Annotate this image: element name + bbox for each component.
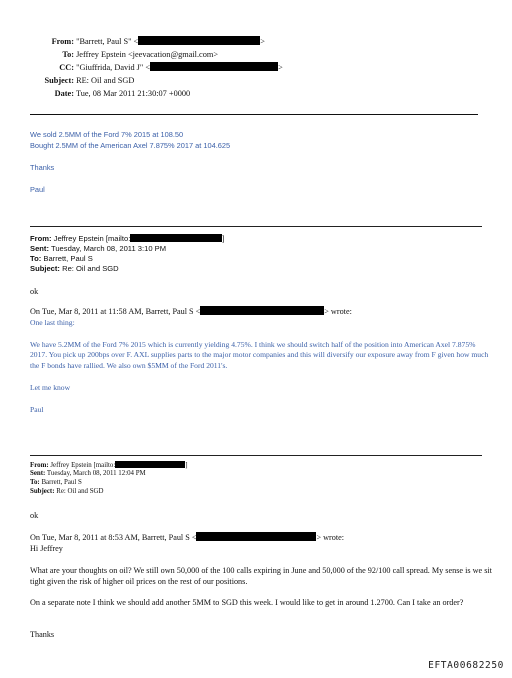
msg3-paragraph-sgd: On a separate note I think we should add another 5MM to SGD this week. I would like to get in around 1.2700. Can I take an order? (30, 598, 464, 607)
header-cc-close: > (278, 63, 283, 72)
msg1-line-sold: We sold 2.5MM of the Ford 7% 2015 at 108.50 (30, 130, 184, 139)
msg2-sent-label: Sent: (30, 244, 49, 253)
msg2-let-me-know: Let me know (30, 383, 71, 392)
msg2-sent-row (30, 244, 166, 254)
msg2-subject-value: Re: Oil and SGD (62, 264, 119, 273)
header-from-close: > (260, 37, 265, 46)
header-cc-row (0, 61, 300, 74)
msg2-quote-line (30, 306, 352, 317)
header-subject-row (0, 74, 300, 87)
header-to-row (0, 48, 300, 61)
msg3-to-label: To: (30, 479, 40, 486)
redaction-bar (130, 234, 225, 243)
msg2-from-label: From: (30, 234, 52, 243)
bates-number: EFTA00682250 (428, 660, 504, 671)
msg2-body: ok (30, 287, 39, 296)
msg3-from-label: From: (30, 462, 49, 469)
msg3-to-row (30, 479, 82, 488)
header-from-row (0, 35, 300, 48)
header-from-label: From: (51, 37, 74, 46)
msg3-paragraph-oil: What are your thoughts on oil? We still own 50,000 of the 100 calls expiring in June and 50,000 of the 92/100 call spread. My sense is we sit tight given the risk of higher oil prices on the rest of our positions. (30, 566, 492, 586)
header-cc-label: CC: (59, 63, 74, 72)
header-to-label: To: (62, 50, 74, 59)
msg2-to-label: To: (30, 254, 42, 263)
msg2-subject-label: Subject: (30, 264, 60, 273)
msg3-subject-value: Re: Oil and SGD (56, 488, 104, 495)
divider-msg2 (30, 226, 482, 227)
msg2-from-value: Jeffrey Epstein [mailto: (53, 234, 131, 243)
msg3-thanks: Thanks (30, 630, 55, 639)
msg3-quote-prefix: On Tue, Mar 8, 2011 at 8:53 AM, Barrett, Paul S < (30, 533, 197, 542)
header-cc-value: "Giuffrida, David J" < (76, 63, 151, 72)
msg3-body: ok (30, 511, 39, 520)
header-to-value: Jeffrey Epstein <jeevacation@gmail.com> (76, 50, 219, 59)
msg2-quote-suffix: > wrote: (324, 307, 352, 316)
header-subject-value: RE: Oil and SGD (76, 76, 135, 85)
header-date-row (0, 87, 300, 100)
msg3-sent-label: Sent: (30, 470, 46, 477)
msg2-subject-row (30, 264, 119, 274)
header-date-value: Tue, 08 Mar 2011 21:30:07 +0000 (75, 89, 191, 98)
divider-msg3 (30, 455, 482, 456)
msg1-line-bought: Bought 2.5MM of the American Axel 7.875% 2017 at 104.625 (30, 141, 231, 150)
msg3-subject-label: Subject: (30, 488, 55, 495)
redaction-bar (150, 62, 278, 71)
header-from-value: "Barrett, Paul S" < (76, 37, 139, 46)
msg2-to-value: Barrett, Paul S (43, 254, 93, 263)
redaction-bar (200, 306, 324, 315)
msg2-from-row (30, 234, 224, 244)
msg3-from-close: ] (185, 462, 188, 469)
msg3-subject-row (30, 488, 104, 497)
msg3-sent-value: Tuesday, March 08, 2011 12:04 PM (46, 470, 146, 477)
msg3-quote-suffix: > wrote: (316, 533, 345, 542)
msg1-signature: Paul (30, 185, 45, 194)
redaction-bar (115, 461, 188, 469)
msg3-greeting: Hi Jeffrey (30, 544, 63, 553)
msg2-signature: Paul (30, 405, 44, 414)
msg2-sent-value: Tuesday, March 08, 2011 3:10 PM (50, 244, 167, 253)
msg2-from-close: ] (222, 234, 225, 243)
redaction-bar (196, 532, 316, 541)
msg2-to-row (30, 254, 93, 264)
msg3-from-value: Jeffrey Epstein [mailto: (50, 462, 116, 469)
msg2-paragraph: We have 5.2MM of the Ford 7% 2015 which is currently yielding 4.75%. I think we should switch half of the position into American Axel 7.875% 2017. You pick up 200bps over F. AXL supplies parts to the major motor companies and this will diversify our exposure away from F given how much the F bonds have rallied. We also own $5MM of the Ford 2011's. (30, 340, 489, 370)
msg2-one-last-thing: One last thing: (30, 318, 75, 327)
header-subject-label: Subject: (44, 76, 74, 85)
msg2-quote-prefix: On Tue, Mar 8, 2011 at 11:58 AM, Barrett, Paul S < (30, 307, 201, 316)
header-divider (30, 114, 478, 115)
redaction-bar (138, 36, 260, 45)
msg3-quote-line (30, 532, 344, 543)
msg3-sent-row (30, 470, 146, 479)
header-date-label: Date: (54, 89, 74, 98)
msg3-to-value: Barrett, Paul S (41, 479, 82, 486)
msg1-thanks: Thanks (30, 163, 55, 172)
